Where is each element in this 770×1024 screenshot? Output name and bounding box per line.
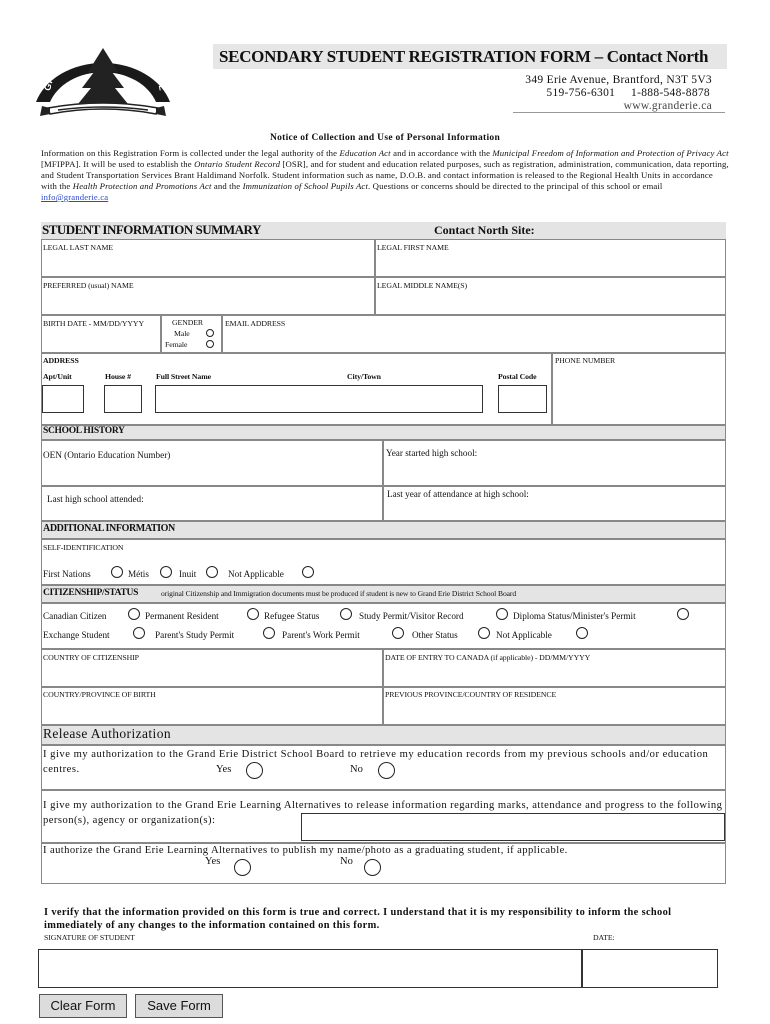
last-school-label: Last high school attended: (47, 494, 144, 504)
street-name-label: Full Street Name (156, 372, 211, 381)
citizenship-not-applicable-label: Not Applicable (496, 630, 552, 640)
board-phones (546, 87, 710, 100)
inuit-label: Inuit (179, 569, 197, 579)
apt-unit-label: Apt/Unit (43, 372, 72, 381)
notice-email-link[interactable]: info@granderie.ca (41, 192, 109, 202)
legal-last-name-label: LEGAL LAST NAME (43, 243, 113, 252)
notice-text: Information on this Registration Form is collected under the legal authority of the Education Act and in accordance with the Municipal Freedom of Information and Protection of Privacy Act [MFIPPA]. It will be used to establish the Ontario Student Record [OSR], and for student and education related purposes, such as registration, administration, communication, data reporting, and Student Transportation Services Brant Haldimand Norfolk. Student information such as name, D.O.B. and contact information is released to the Regional Health Units in accordance with the Health Protection and Promotions Act and the Immunization of School Pupils Act. Questions or concerns should be directed to the principal of this school or email info@granderie.ca (41, 148, 729, 202)
gender-male-label: Male (174, 329, 190, 338)
notice-title: Notice of Collection and Use of Personal Information (269, 133, 501, 143)
email-address-field[interactable] (222, 315, 726, 353)
parents-study-permit-label: Parent's Study Permit (155, 630, 235, 640)
house-number-label: House # (105, 372, 131, 381)
study-permit-label: Study Permit/Visitor Record (359, 611, 464, 621)
citizenship-not-applicable-radio[interactable] (576, 627, 588, 639)
form-title: SECONDARY STUDENT REGISTRATION FORM – Contact North (213, 44, 727, 69)
preferred-name-label: PREFERRED (usual) NAME (43, 281, 134, 290)
auth1-yes-radio[interactable] (246, 762, 263, 779)
other-status-label: Other Status (412, 630, 458, 640)
gender-female-label: Female (165, 340, 188, 349)
postal-code-input[interactable] (498, 385, 547, 413)
auth1-no-radio[interactable] (378, 762, 395, 779)
year-started-field[interactable] (383, 440, 726, 486)
first-nations-label: First Nations (43, 569, 91, 579)
email-address-label: EMAIL ADDRESS (225, 319, 286, 328)
last-year-label: Last year of attendance at high school: (387, 489, 529, 499)
other-status-radio[interactable] (478, 627, 490, 639)
auth3-no-radio[interactable] (364, 859, 381, 876)
oen-label: OEN (Ontario Education Number) (43, 450, 171, 460)
diploma-status-label: Diploma Status/Minister's Permit (513, 611, 636, 621)
svg-text:GRAND ERIE DISTRICT SCHOOL BOA: GRAND ERIE DISTRICT SCHOOL (42, 40, 168, 92)
canadian-citizen-radio[interactable] (128, 608, 140, 620)
phone-tollfree: 1-888-548-8878 (631, 87, 710, 99)
oen-field[interactable] (41, 440, 383, 486)
auth3-yes-label: Yes (205, 856, 221, 867)
date-label: DATE: (593, 933, 615, 942)
verify-statement: I verify that the information provided on this form is true and correct. I understand that it is my responsibility to inform the school immediately of any changes to the information contained on this form. (44, 907, 672, 931)
study-permit-radio[interactable] (496, 608, 508, 620)
date-of-entry-label: DATE OF ENTRY TO CANADA (if applicable) - DD/MM/YYYY (385, 653, 591, 662)
citizenship-heading: CITIZENSHIP/STATUS (43, 588, 139, 598)
legal-first-name-label: LEGAL FIRST NAME (377, 243, 449, 252)
refugee-status-label: Refugee Status (264, 611, 320, 621)
refugee-status-radio[interactable] (340, 608, 352, 620)
self-id-not-applicable-radio[interactable] (302, 566, 314, 578)
parents-work-permit-radio[interactable] (392, 627, 404, 639)
release-auth1-text: I give my authorization to the Grand Erie District School Board to retrieve my education records from my previous schools and/or education centres. (43, 749, 709, 775)
postal-code-label: Postal Code (498, 372, 537, 381)
metis-label: Métis (128, 569, 149, 579)
school-history-header-bar (41, 425, 726, 440)
additional-info-heading: ADDITIONAL INFORMATION (43, 523, 175, 534)
school-board-logo (28, 40, 178, 120)
auth1-yes-label: Yes (216, 764, 232, 775)
signature-label: SIGNATURE OF STUDENT (44, 933, 135, 942)
auth3-yes-radio[interactable] (234, 859, 251, 876)
year-started-label: Year started high school: (386, 448, 478, 458)
contact-north-site-label: Contact North Site: (434, 223, 535, 237)
release-heading: Release Authorization (43, 726, 171, 741)
canadian-citizen-label: Canadian Citizen (43, 611, 107, 621)
board-website[interactable]: www.granderie.ca (623, 100, 712, 112)
gender-male-radio[interactable] (206, 329, 214, 337)
exchange-student-label: Exchange Student (43, 630, 110, 640)
parents-study-permit-radio[interactable] (263, 627, 275, 639)
signature-field[interactable] (38, 949, 582, 988)
date-field[interactable] (582, 949, 718, 988)
release-recipients-input[interactable] (301, 813, 725, 841)
metis-radio[interactable] (160, 566, 172, 578)
exchange-student-radio[interactable] (133, 627, 145, 639)
citizenship-note: original Citizenship and Immigration documents must be produced if student is new to Grand Erie District School Board (161, 589, 517, 598)
city-town-label: City/Town (347, 372, 381, 381)
save-form-button[interactable]: Save Form (135, 994, 223, 1018)
gender-label: GENDER (172, 318, 204, 327)
permanent-resident-radio[interactable] (247, 608, 259, 620)
inuit-radio[interactable] (206, 566, 218, 578)
country-of-birth-label: COUNTRY/PROVINCE OF BIRTH (43, 690, 156, 699)
apt-unit-input[interactable] (42, 385, 84, 413)
clear-form-button[interactable]: Clear Form (39, 994, 127, 1018)
header-divider (513, 112, 725, 113)
auth3-no-label: No (340, 856, 353, 867)
house-number-input[interactable] (104, 385, 142, 413)
board-address: 349 Erie Avenue, Brantford, N3T 5V3 (525, 74, 712, 86)
release-auth2-text: I give my authorization to the Grand Erie Learning Alternatives to release information regarding marks, attendance and progress to the following person(s), agency or organization(s): (43, 800, 723, 826)
school-history-heading: SCHOOL HISTORY (43, 426, 125, 436)
first-nations-radio[interactable] (111, 566, 123, 578)
auth1-no-label: No (350, 764, 363, 775)
parents-work-permit-label: Parent's Work Permit (282, 630, 360, 640)
legal-middle-names-label: LEGAL MIDDLE NAME(S) (377, 281, 467, 290)
citizenship-status-group (41, 603, 726, 649)
country-of-citizenship-label: COUNTRY OF CITIZENSHIP (43, 653, 139, 662)
release-auth3-text: I authorize the Grand Erie Learning Alternatives to publish my name/photo as a graduating student, if applicable. (43, 845, 568, 856)
permanent-resident-label: Permanent Resident (145, 611, 219, 621)
student-info-heading: STUDENT INFORMATION SUMMARY (42, 222, 261, 237)
gender-female-radio[interactable] (206, 340, 214, 348)
phone-number-label: PHONE NUMBER (555, 356, 616, 365)
previous-residence-label: PREVIOUS PROVINCE/COUNTRY OF RESIDENCE (385, 690, 557, 699)
self-identification-label: SELF-IDENTIFICATION (43, 543, 124, 552)
diploma-status-radio[interactable] (677, 608, 689, 620)
street-city-input[interactable] (155, 385, 483, 413)
address-label: ADDRESS (43, 356, 79, 365)
birth-date-label: BIRTH DATE - MM/DD/YYYY (43, 319, 144, 328)
phone-local: 519-756-6301 (546, 87, 616, 99)
self-id-not-applicable-label: Not Applicable (228, 569, 284, 579)
